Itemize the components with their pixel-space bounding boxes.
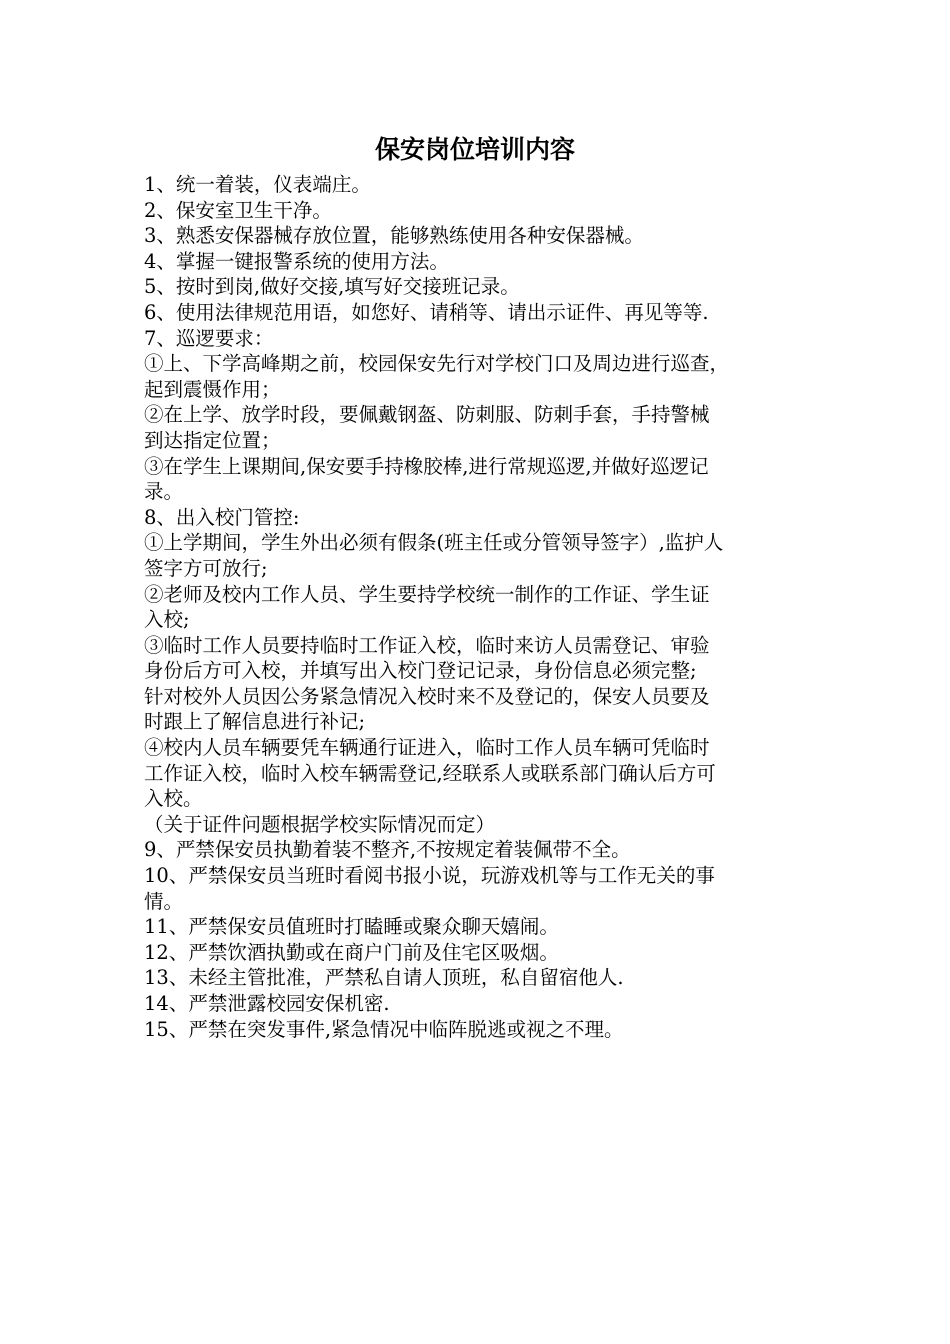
text-line: 4、掌握一键报警系统的使用方法。 xyxy=(144,249,449,273)
text-line: 情。 xyxy=(144,889,184,913)
text-line: ③在学生上课期间,保安要手持橡胶棒,进行常规巡逻,并做好巡逻记 xyxy=(144,454,709,478)
text-line: 2、保安室卫生干净。 xyxy=(144,198,332,222)
text-line: 14、严禁泄露校园安保机密. xyxy=(144,992,390,1015)
text-line: 7、巡逻要求： xyxy=(144,326,274,350)
text-line: 入校。 xyxy=(144,787,203,811)
text-line: 5、按时到岗,做好交接,填写好交接班记录。 xyxy=(144,275,520,299)
text-line: 8、出入校门管控: xyxy=(144,505,300,529)
text-line: 入校; xyxy=(144,608,190,632)
text-line: 时跟上了解信息进行补记; xyxy=(144,710,366,734)
text-line: 针对校外人员因公务紧急情况入校时来不及登记的，保安人员要及 xyxy=(144,684,710,708)
text-line: 15、严禁在突发事件,紧急情况中临阵脱逃或视之不理。 xyxy=(144,1017,624,1041)
text-line: 12、严禁饮酒执勤或在商户门前及住宅区吸烟。 xyxy=(144,940,559,964)
text-line: 3、熟悉安保器械存放位置，能够熟练使用各种安保器械。 xyxy=(144,224,644,248)
text-line: （关于证件问题根据学校实际情况而定） xyxy=(144,812,496,836)
text-line: 6、使用法律规范用语，如您好、请稍等、请出示证件、再见等等. xyxy=(144,300,709,324)
text-line: ①上学期间，学生外出必须有假条(班主任或分管领导签字）,监护人 xyxy=(144,531,724,555)
text-line: ②在上学、放学时段，要佩戴钢盔、防刺服、防刺手套，手持警械 xyxy=(144,403,710,427)
document-body xyxy=(144,172,814,1042)
text-line: 起到震慑作用； xyxy=(144,377,281,401)
text-line: ③临时工作人员要持临时工作证入校，临时来访人员需登记、审验 xyxy=(144,633,710,657)
text-line: 工作证入校，临时入校车辆需登记,经联系人或联系部门确认后方可 xyxy=(144,761,716,785)
text-line: 11、严禁保安员值班时打瞌睡或聚众聊天嬉闹。 xyxy=(144,915,559,939)
text-line: ④校内人员车辆要凭车辆通行证进入，临时工作人员车辆可凭临时 xyxy=(144,736,710,760)
text-line: 9、严禁保安员执勤着装不整齐,不按规定着装佩带不全。 xyxy=(144,838,631,862)
document-title: 保安岗位培训内容 xyxy=(374,135,575,164)
text-line: 签字方可放行; xyxy=(144,556,268,580)
text-line: 录。 xyxy=(144,480,184,504)
text-line: 13、未经主管批准，严禁私自请人顶班，私自留宿他人. xyxy=(144,966,624,990)
text-line: ②老师及校内工作人员、学生要持学校统一制作的工作证、学生证 xyxy=(144,582,710,606)
text-line: ①上、下学高峰期之前，校园保安先行对学校门口及周边进行巡查， xyxy=(144,352,730,376)
text-line: 身份后方可入校，并填写出入校门登记记录，身份信息必须完整; xyxy=(144,659,697,683)
text-line: 到达指定位置； xyxy=(144,428,281,452)
text-line: 1、统一着装，仪表端庄。 xyxy=(144,173,371,196)
text-line: 10、严禁保安员当班时看阅书报小说，玩游戏机等与工作无关的事 xyxy=(144,864,715,888)
